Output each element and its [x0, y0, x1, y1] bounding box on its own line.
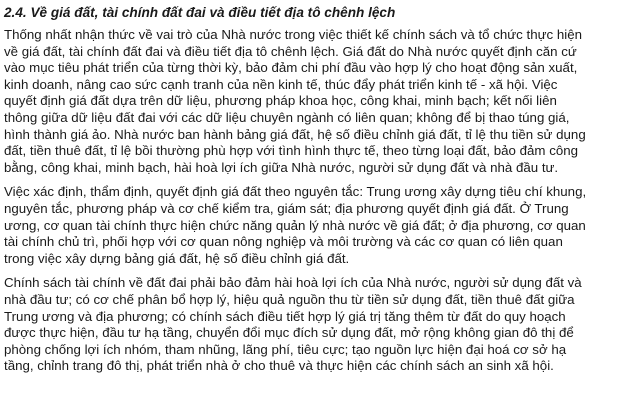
text-line: hình thành giá ảo. Nhà nước ban hành bảng giá đất, hệ số điều chỉnh giá đất, tỉ lệ thu tiền sử dụng: [4, 126, 586, 142]
text-line: vào mục tiêu phát triển của từng thời kỳ, bảo đảm chi phí đầu vào hợp lý cho hoạt động sản xuất,: [4, 60, 578, 76]
text-line: phòng chống lợi ích nhóm, tham nhũng, lãng phí, tiêu cực; tạo nguồn lực hiện đại hoá cơ sở hạ: [4, 341, 567, 357]
text-line: Thống nhất nhận thức về vai trò của Nhà nước trong việc thiết kế chính sách và tổ chức thực hiện: [4, 27, 582, 42]
paragraph-price-determination: [4, 184, 610, 267]
paragraph-financial-policy: [4, 275, 610, 375]
text-line: quyết định giá đất dựa trên dữ liệu, phương pháp khoa học, công khai, minh bạch; kết nối liên: [4, 93, 557, 109]
text-line: thông giữa dữ liệu đất đai với các dữ liệu chuyên ngành có liên quan; không để bị thao túng giá,: [4, 109, 570, 125]
text-line: Việc xác định, thẩm định, quyết định giá đất theo nguyên tắc: Trung ương xây dựng tiêu chí khung,: [4, 184, 587, 200]
text-line: bằng, công khai, minh bạch, hài hoà lợi ích giữa Nhà nước, người sử dụng đất và nhà đầu tư.: [4, 159, 559, 175]
text-line: tài chính chủ trì, phối hợp với cơ quan nông nghiệp và môi trường và các cơ quan có liên quan: [4, 234, 563, 250]
text-line: đất, tiền thuê đất, tỉ lệ bồi thường phù hợp với tình hình thực tế, theo từng loại đất, bảo đảm công: [4, 143, 579, 159]
text-line: nguyên tắc, phương pháp và cơ chế kiểm tra, giám sát; địa phương quyết định giá đất. Ở Trung: [4, 200, 569, 216]
paragraph-land-price-role: [4, 27, 610, 176]
text-line: được thực hiện, đầu tư hạ tầng, chuyển đổi mục đích sử dụng đất, mở rộng không gian đô thị để: [4, 325, 574, 341]
text-line: trong việc xây dựng bảng giá đất, hệ số điều chỉnh giá đất.: [4, 250, 350, 266]
text-line: tầng, chỉnh trang đô thị, phát triển nhà ở cho thuê và thực hiện các chính sách an sinh xã hội.: [4, 358, 554, 374]
text-line: kinh doanh, nâng cao sức cạnh tranh của nền kinh tế, thúc đẩy phát triển kinh tế - xã hội. Việc: [4, 76, 558, 92]
text-line: Chính sách tài chính về đất đai phải bảo đảm hài hoà lợi ích của Nhà nước, người sử dụng đất và: [4, 275, 582, 291]
text-line: Trung ương và địa phương; có chính sách điều tiết hợp lý giá trị tăng thêm từ đất do quy hoạch: [4, 308, 566, 324]
text-line: nhà đầu tư; có cơ chế phân bổ hợp lý, hiệu quả nguồn thu từ tiền sử dụng đất, tiền thuê đất giữa: [4, 291, 575, 307]
section-heading: 2.4. Về giá đất, tài chính đất đai và điều tiết địa tô chênh lệch: [4, 5, 396, 20]
text-line: về giá đất, tài chính đất đai và điều tiết địa tô chênh lệch. Giá đất do Nhà nước quyết định căn cứ: [4, 43, 577, 59]
text-line: ương, cơ quan tài chính thực hiện chức năng quản lý nhà nước về giá đất; ở địa phương, cơ quan: [4, 217, 586, 233]
